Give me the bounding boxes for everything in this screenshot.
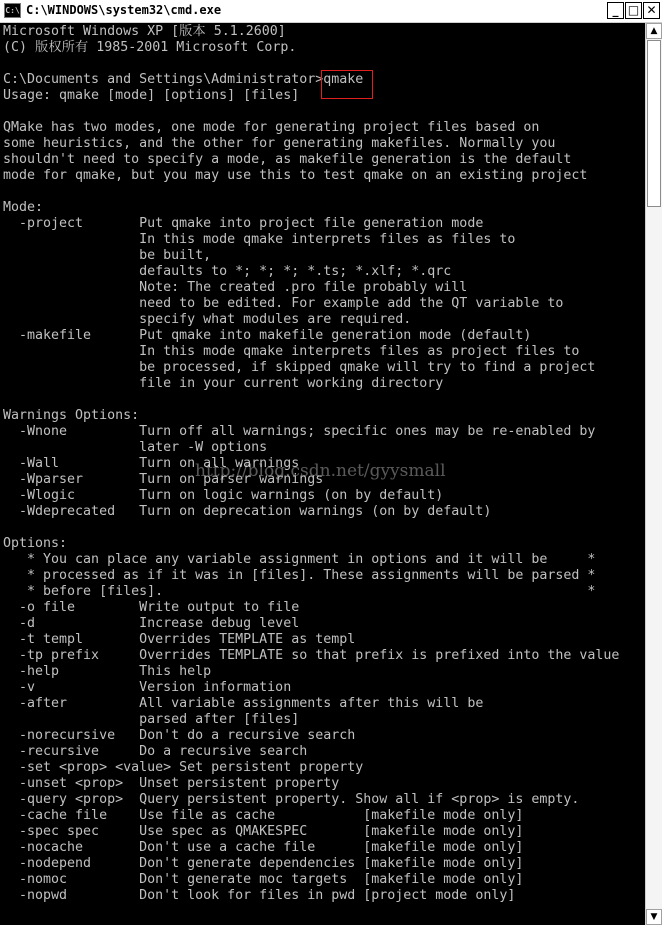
console-line: -tp prefix Overrides TEMPLATE so that prefix is prefixed into the value: [3, 648, 620, 663]
scroll-down-button[interactable]: ▼: [646, 909, 662, 925]
console-line: In this mode qmake interprets files as files to: [3, 232, 516, 247]
console-line: -recursive Do a recursive search: [3, 744, 308, 759]
console-line: mode for qmake, but you may use this to test qmake on an existing project: [3, 168, 588, 183]
console-line: need to be edited. For example add the QT variable to: [3, 296, 564, 311]
maximize-button[interactable]: □: [625, 2, 642, 19]
console-line: Options:: [3, 536, 68, 551]
console-line: * before [files]. *: [3, 584, 596, 599]
console-line: -set <prop> <value> Set persistent property: [3, 760, 364, 775]
console-line: -after All variable assignments after this will be: [3, 696, 484, 711]
console-line: -nopwd Don't look for files in pwd [project mode only]: [3, 888, 516, 903]
scroll-up-button[interactable]: ▲: [646, 23, 662, 39]
watermark: http://blog.csdn.net/gyysmall: [195, 461, 446, 481]
window-title: C:\WINDOWS\system32\cmd.exe: [26, 3, 222, 17]
console-line: later -W options: [3, 440, 268, 455]
console-line: -help This help: [3, 664, 212, 679]
console-line: -nomoc Don't generate moc targets [makefile mode only]: [3, 872, 524, 887]
console-line: -o file Write output to file: [3, 600, 300, 615]
console-line: Microsoft Windows XP [版本 5.1.2600]: [3, 24, 286, 39]
console-line: * You can place any variable assignment in options and it will be *: [3, 552, 596, 567]
console-line: be built,: [3, 248, 212, 263]
console-line: Note: The created .pro file probably will: [3, 280, 468, 295]
console-line: be processed, if skipped qmake will try to find a project: [3, 360, 596, 375]
console-line: file in your current working directory: [3, 376, 444, 391]
console-line: -spec spec Use spec as QMAKESPEC [makefile mode only]: [3, 824, 524, 839]
console-line: -nocache Don't use a cache file [makefile mode only]: [3, 840, 524, 855]
console-line: * processed as if it was in [files]. These assignments will be parsed *: [3, 568, 596, 583]
console-line: -project Put qmake into project file generation mode: [3, 216, 484, 231]
console-line: QMake has two modes, one mode for generating project files based on: [3, 120, 540, 135]
console-line: -Wlogic Turn on logic warnings (on by default): [3, 488, 444, 503]
console-line: some heuristics, and the other for generating makefiles. Normally you: [3, 136, 556, 151]
console-line: parsed after [files]: [3, 712, 300, 727]
console-line: Mode:: [3, 200, 44, 215]
console-line: -Wnone Turn off all warnings; specific ones may be re-enabled by: [3, 424, 596, 439]
console-line: -unset <prop> Unset persistent property: [3, 776, 340, 791]
qmake-highlight-box: [321, 70, 373, 99]
minimize-button[interactable]: _: [607, 2, 624, 19]
console-line: In this mode qmake interprets files as project files to: [3, 344, 580, 359]
console-line: Usage: qmake [mode] [options] [files]: [3, 88, 300, 103]
console-line: -Wdeprecated Turn on deprecation warnings (on by default): [3, 504, 492, 519]
console-line: -makefile Put qmake into makefile generation mode (default): [3, 328, 532, 343]
cmd-app-icon[interactable]: C:\: [4, 3, 21, 18]
console-line: specify what modules are required.: [3, 312, 412, 327]
vertical-scrollbar[interactable]: [645, 23, 662, 925]
console-line: -d Increase debug level: [3, 616, 300, 631]
title-bar[interactable]: [0, 0, 662, 23]
scroll-thumb[interactable]: [647, 40, 661, 207]
console-line: -Wall Turn on all warnings: [3, 456, 300, 471]
console-line: -cache file Use file as cache [makefile mode only]: [3, 808, 524, 823]
close-button[interactable]: ✕: [643, 2, 660, 19]
console-line: defaults to *; *; *; *.ts; *.xlf; *.qrc: [3, 264, 452, 279]
console-line: -Wparser Turn on parser warnings: [3, 472, 324, 487]
console-line: -norecursive Don't do a recursive search: [3, 728, 356, 743]
console-line: shouldn't need to specify a mode, as makefile generation is the default: [3, 152, 572, 167]
console-line: -v Version information: [3, 680, 292, 695]
console-line: -nodepend Don't generate dependencies [makefile mode only]: [3, 856, 524, 871]
console-line: -query <prop> Query persistent property. Show all if <prop> is empty.: [3, 792, 580, 807]
console-line: -t templ Overrides TEMPLATE as templ: [3, 632, 356, 647]
console-line: C:\Documents and Settings\Administrator>qmake: [3, 72, 364, 87]
console-line: Warnings Options:: [3, 408, 140, 423]
console-line: (C) 版权所有 1985-2001 Microsoft Corp.: [3, 40, 297, 55]
